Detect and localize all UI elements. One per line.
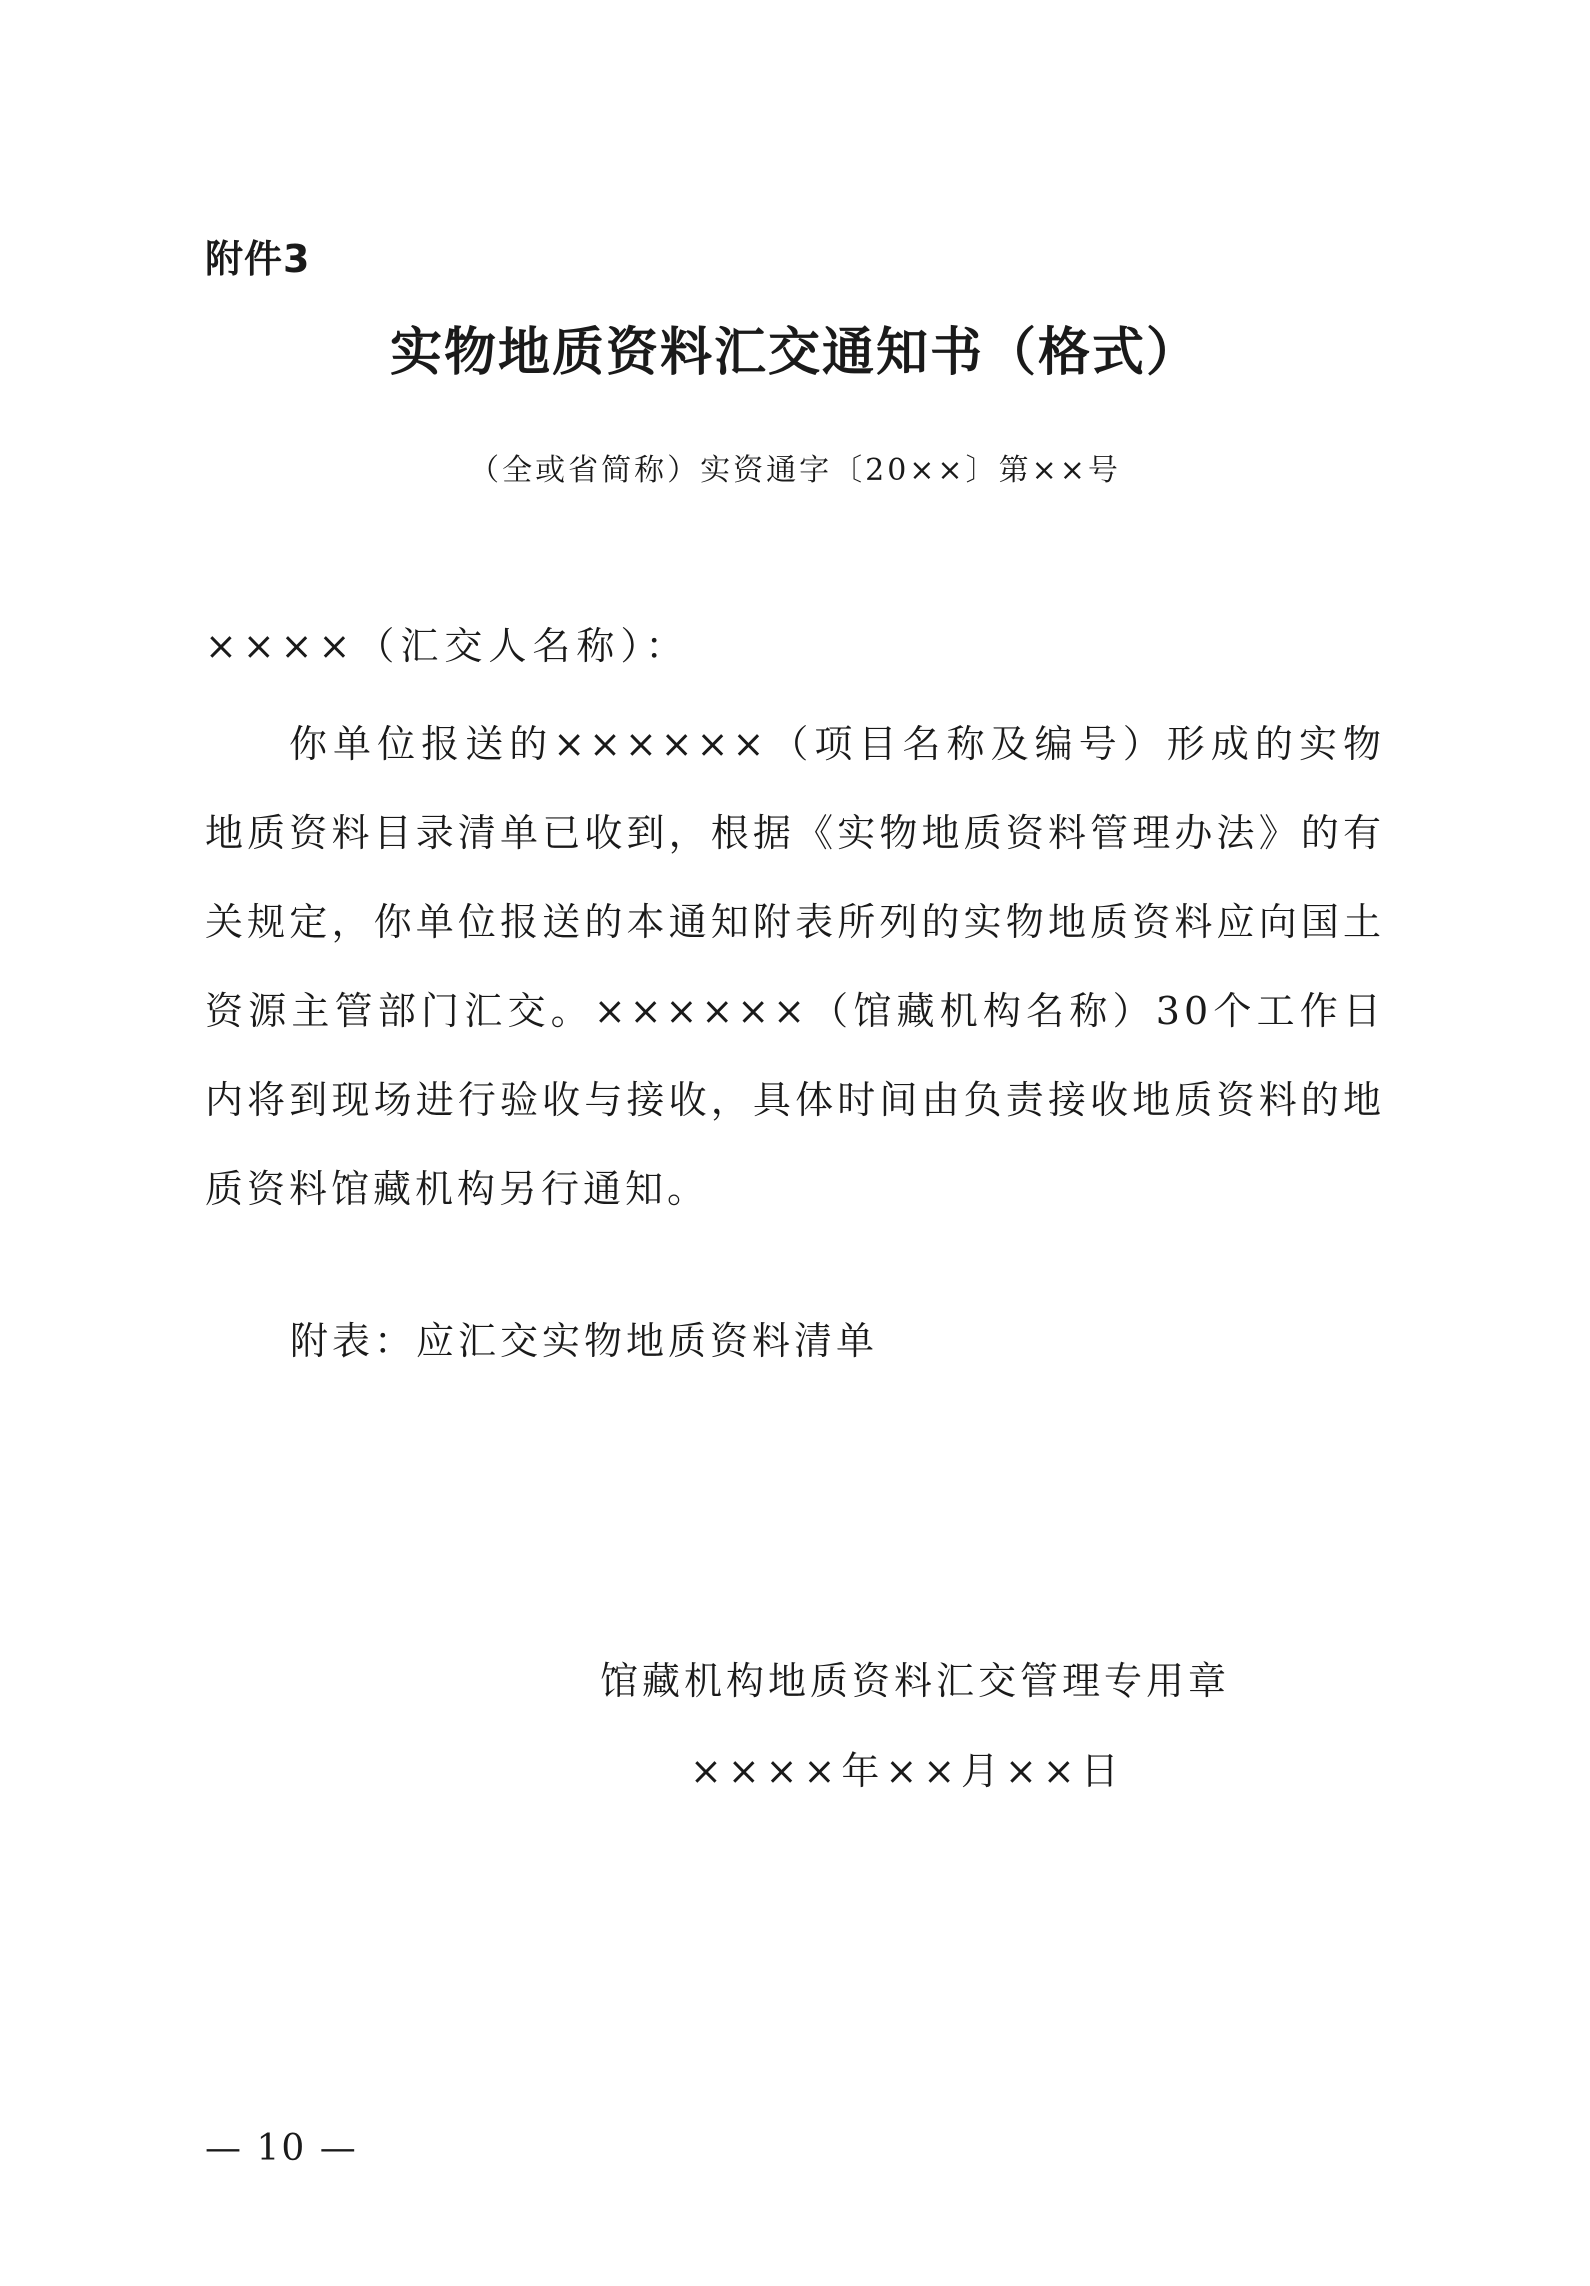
body-paragraph: 你单位报送的××××××（项目名称及编号）形成的实物地质资料目录清单已收到，根据《实物地质资料管理办法》的有关规定，你单位报送的本通知附表所列的实物地质资料应向国土资源主管部门汇交。××××××（馆藏机构名称）30个工作日内将到现场进行验收与接收，具体时间由负责接收地质资料的地质资料馆藏机构另行通知。	[205, 722, 1385, 1211]
salutation: ××××（汇交人名称）：	[205, 624, 690, 668]
appendix-line: 附表：应汇交实物地质资料清单	[290, 1319, 879, 1363]
document-title: 实物地质资料汇交通知书（格式）	[389, 323, 1200, 383]
signature-date: ××××年××月××日	[690, 1749, 1125, 1793]
attachment-label: 附件3	[205, 237, 311, 281]
seal-organization: 馆藏机构地质资料汇交管理专用章	[600, 1659, 1231, 1703]
document-number: （全或省简称）实资通字〔20××〕第××号	[469, 453, 1121, 488]
page-number: — 10 —	[205, 2128, 358, 2169]
